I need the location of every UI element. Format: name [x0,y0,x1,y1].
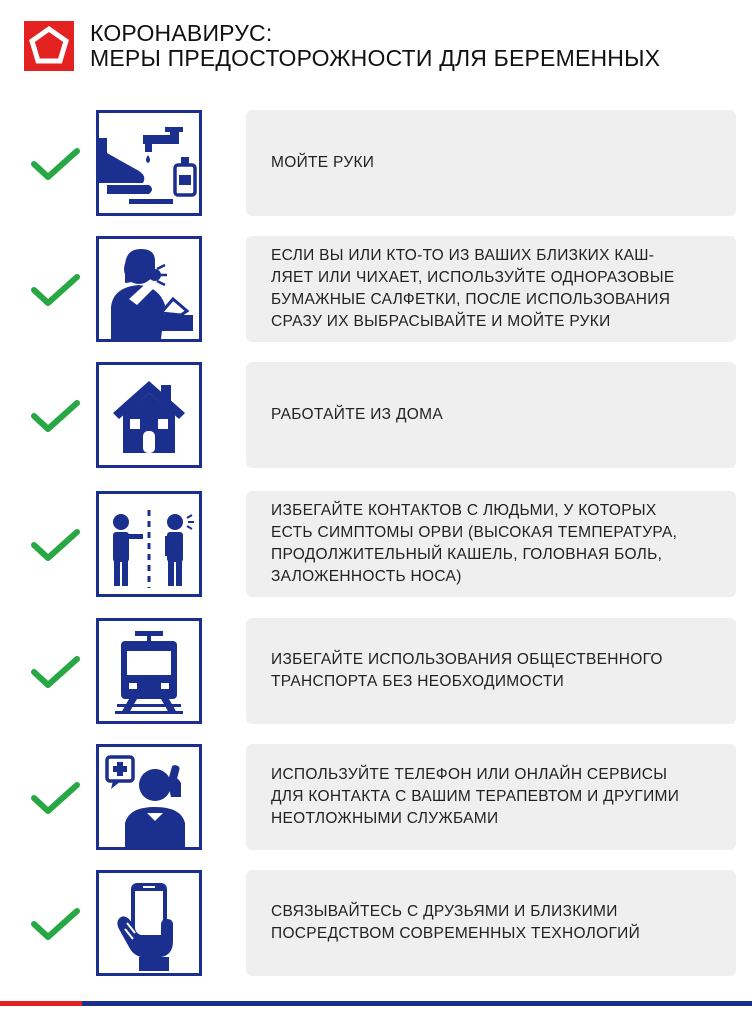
checkmark-icon [30,272,82,310]
tip-card [246,110,736,216]
tip-card [246,362,736,468]
tip-line: ИСПОЛЬЗУЙТЕ ТЕЛЕФОН ИЛИ ОНЛАЙН СЕРВИСЫ [271,766,668,783]
list-item [0,110,752,216]
footer-stripe-blue [82,1001,752,1006]
title-line-1: КОРОНАВИРУС: [90,20,273,46]
house-icon [96,362,202,468]
tip-text [271,901,640,945]
tip-line: МОЙТЕ РУКИ [271,154,375,171]
sneeze-tissue-icon [96,236,202,342]
tip-text [271,404,443,426]
list-item [0,491,752,597]
smartphone-in-hand-icon [96,870,202,976]
tip-line: ЕСТЬ СИМПТОМЫ ОРВИ (ВЫСОКАЯ ТЕМПЕРАТУРА, [271,524,678,541]
tip-text [271,764,679,830]
hand-washing-icon [96,110,202,216]
tip-card [246,744,736,850]
tip-line: РАБОТАЙТЕ ИЗ ДОМА [271,406,443,423]
tip-text [271,245,674,333]
page-title [90,21,660,71]
title-line-2: МЕРЫ ПРЕДОСТОРОЖНОСТИ ДЛЯ БЕРЕМЕННЫХ [90,45,661,71]
tip-line: ЗАЛОЖЕННОСТЬ НОСА) [271,568,462,585]
tip-card [246,870,736,976]
header [24,20,660,72]
tip-line: ДЛЯ КОНТАКТА С ВАШИМ ТЕРАПЕВТОМ И ДРУГИМИ [271,788,680,805]
list-item [0,362,752,468]
checkmark-icon [30,906,82,944]
checkmark-icon [30,527,82,565]
list-item [0,744,752,850]
pentagon-logo-icon [24,21,74,71]
tip-text [271,500,677,588]
tip-line: ЕСЛИ ВЫ ИЛИ КТО-ТО ИЗ ВАШИХ БЛИЗКИХ КАШ- [271,247,655,264]
tip-line: ПРОДОЛЖИТЕЛЬНЫЙ КАШЕЛЬ, ГОЛОВНАЯ БОЛЬ, [271,546,663,563]
list-item [0,870,752,976]
tip-line: БУМАЖНЫЕ САЛФЕТКИ, ПОСЛЕ ИСПОЛЬЗОВАНИЯ [271,291,671,308]
tip-line: СРАЗУ ИХ ВЫБРАСЫВАЙТЕ И МОЙТЕ РУКИ [271,313,611,330]
footer-stripe-red [0,1001,82,1006]
checkmark-icon [30,780,82,818]
tip-card [246,236,736,342]
tip-line: СВЯЗЫВАЙТЕСЬ С ДРУЗЬЯМИ И БЛИЗКИМИ [271,903,618,920]
tip-line: НЕОТЛОЖНЫМИ СЛУЖБАМИ [271,810,499,827]
checkmark-icon [30,654,82,692]
tip-line: ИЗБЕГАЙТЕ КОНТАКТОВ С ЛЮДЬМИ, У КОТОРЫХ [271,502,657,519]
list-item [0,236,752,342]
tip-line: ПОСРЕДСТВОМ СОВРЕМЕННЫХ ТЕХНОЛОГИЙ [271,925,641,942]
tip-text [271,649,663,693]
tip-line: ТРАНСПОРТА БЕЗ НЕОБХОДИМОСТИ [271,673,565,690]
tip-text [271,152,374,174]
phone-call-doctor-icon [96,744,202,850]
tip-line: ИЗБЕГАЙТЕ ИСПОЛЬЗОВАНИЯ ОБЩЕСТВЕННОГО [271,651,663,668]
tip-card [246,618,736,724]
tip-card [246,491,736,597]
social-distance-icon [96,491,202,597]
train-icon [96,618,202,724]
checkmark-icon [30,398,82,436]
list-item [0,618,752,724]
tip-line: ЛЯЕТ ИЛИ ЧИХАЕТ, ИСПОЛЬЗУЙТЕ ОДНОРАЗОВЫЕ [271,269,675,286]
checkmark-icon [30,146,82,184]
